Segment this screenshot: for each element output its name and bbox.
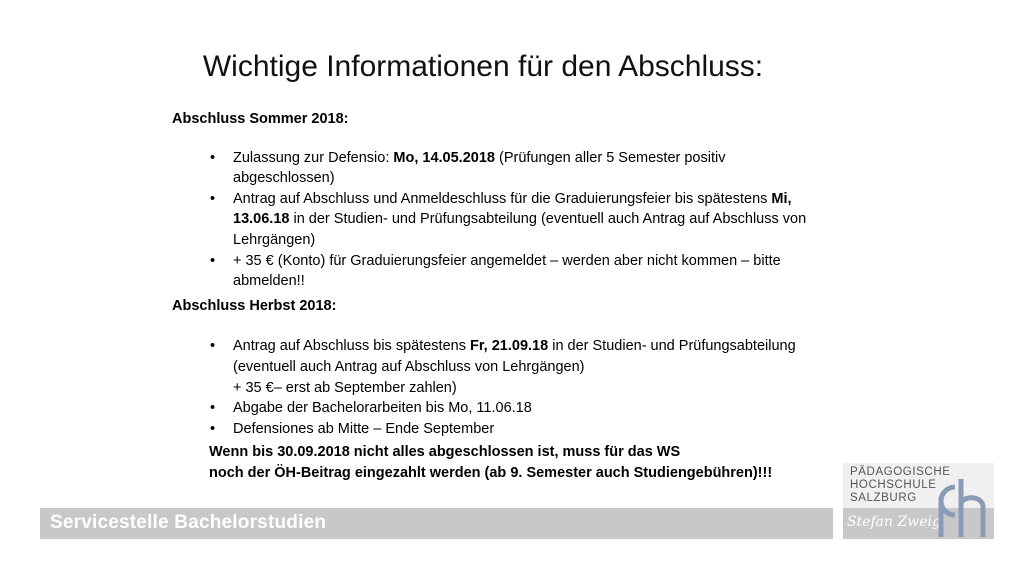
deadline-date: Fr, 21.09.18 xyxy=(469,338,549,355)
summer-list xyxy=(172,148,812,292)
autumn-heading: Abschluss Herbst 2018: xyxy=(172,297,337,314)
signature: Stefan Zweig xyxy=(847,514,941,530)
bullet-icon: • xyxy=(210,338,216,355)
slide-content xyxy=(172,109,812,484)
slide-title: Wichtige Informationen für den Abschluss: xyxy=(202,50,764,83)
deadline-date: Mi, 13.06.18 xyxy=(233,190,792,228)
list-item: • Antrag auf Abschluss bis spätestens Fr, 21.09.18 in der Studien- und Prüfungsabteilung (eventuell auch Antrag auf Abschluss von Lehrgängen) + 35 €– erst ab September zahlen) xyxy=(210,338,796,396)
fee-note: + 35 €– erst ab September zahlen) xyxy=(233,379,457,396)
summer-heading: Abschluss Sommer 2018: xyxy=(172,111,349,127)
bullet-icon: • xyxy=(210,252,216,269)
list-item: • + 35 € (Konto) für Graduierungsfeier angemeldet – werden aber nicht kommen – bitte abmelden!! xyxy=(210,252,781,290)
bullet-icon: • xyxy=(210,420,216,437)
autumn-list xyxy=(172,336,812,439)
list-item: • Abgabe der Bachelorarbeiten bis Mo, 11.06.18 xyxy=(172,398,812,419)
bullet-icon: • xyxy=(210,190,216,207)
final-note: Wenn bis 30.09.2018 nicht alles abgeschlossen ist, muss für das WS noch der ÖH-Beitrag eingezahlt werden (ab 9. Semester auch Studiengebühren)!!! xyxy=(209,444,773,481)
list-item: • Zulassung zur Defensio: Mo, 14.05.2018 (Prüfungen aller 5 Semester positiv abgeschlossen) xyxy=(210,149,726,187)
logo-text: PÄDAGOGISCHE HOCHSCHULE SALZBURG xyxy=(850,466,951,504)
list-item: • Defensiones ab Mitte – Ende September xyxy=(172,419,812,440)
ph-logo-icon xyxy=(931,479,989,539)
footer-label: Servicestelle Bachelorstudien xyxy=(50,512,327,533)
list-item: • Antrag auf Abschluss und Anmeldeschluss für die Graduierungsfeier bis spätestens Mi, 13.06.18 in der Studien- und Prüfungsabteilung (eventuell auch Antrag auf Abschluss von Lehrgängen) xyxy=(210,190,807,248)
phs-logo xyxy=(843,463,994,539)
bullet-icon: • xyxy=(210,149,216,166)
admission-date: Mo, 14.05.2018 xyxy=(393,149,495,166)
footer-bar xyxy=(40,508,833,539)
bullet-icon: • xyxy=(210,400,216,417)
